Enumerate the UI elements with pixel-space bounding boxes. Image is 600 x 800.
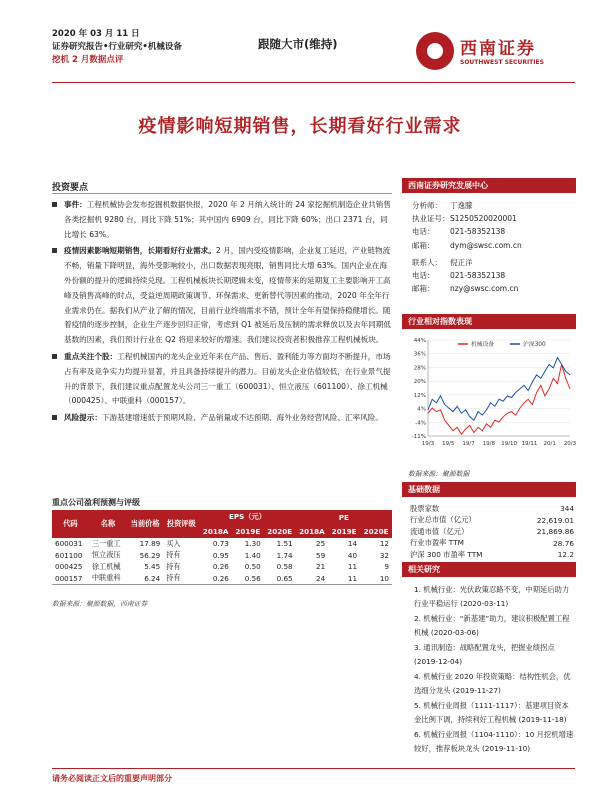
logo-text-en: SOUTHWEST SECURITIES <box>460 59 544 66</box>
related-link[interactable]: 6. 机械行业周报（1104-1110）：10 月挖机增速较好，推荐板块龙头 (2019-11-10) <box>414 730 574 753</box>
rating-label: 跟随大市(维持) <box>258 37 338 51</box>
year-header: 2018A <box>296 524 329 538</box>
legend-label: 沪深300 <box>523 342 546 348</box>
cell-value: 21 <box>316 562 326 572</box>
cell-rating: 持有 <box>166 550 181 560</box>
cell-rating: 持有 <box>163 573 199 585</box>
bullet-text: 2 月，国内受疫情影响，企业复工延迟，产业链物流不畅，销量下降明显，海外受影响较小，出口数据表现亮眼，销售同比大增 63%。国内企业在海外份额的提升的逻辑持续兑现。工程机械板块长期逻辑未变，疫情带来的延期复工主要影响开工高峰及销售高峰的时点，受益逆周期政策调节、环保需求、更新替代等因素的推动，2020 年全年行业需求仍在。据我们从产业了解的情况，目前行业终端需求不错，预计全年有望保持稳健增长。随着疫情的逐步控制，企业生产逐步回归正常，考虑到 Q1 被延后及压制的需求释放以及去年同期低基数的因素，我们预计行业在 Q2 将迎来较好的增速。我们建议投资者积极推荐工程机械板块。 <box>64 246 391 345</box>
summary-divider <box>52 193 392 194</box>
relative-index-chart <box>402 332 576 460</box>
cell-code: 000425 <box>55 562 83 572</box>
info-label: 邮箱： <box>412 284 435 294</box>
info-value: 021-58352138 <box>450 271 506 281</box>
related-heading: 相关研究 <box>402 562 576 577</box>
basic-value: 344 <box>560 504 574 514</box>
basic-label: 流通市值（亿元） <box>410 526 469 536</box>
y-tick-label: -11% <box>411 434 426 440</box>
report-date: 2020 年 03 月 11 日 <box>52 29 140 39</box>
contact-line <box>412 269 576 282</box>
cell-value: 0.58 <box>276 562 293 572</box>
research-center-box <box>402 178 576 295</box>
basic-value: 28.76 <box>553 538 574 548</box>
x-tick-label: 19/5 <box>442 441 455 447</box>
y-tick-label: 28% <box>413 365 426 372</box>
table-row <box>410 526 574 538</box>
stock-table <box>52 510 392 585</box>
footer-disclaimer: 请务必阅读正文后的重要声明部分 <box>52 774 172 783</box>
cell-value: 0.56 <box>232 573 264 585</box>
analyst-info <box>402 199 576 295</box>
report-category: 证券研究报告•行业研究•机械设备 <box>52 42 182 52</box>
cell-value: 1.40 <box>244 550 261 560</box>
cell-value: 0.26 <box>212 562 229 572</box>
table-row <box>52 573 392 585</box>
analyst-line <box>412 239 576 252</box>
basic-label: 沪深 300 市盈率 TTM <box>410 549 483 559</box>
col-code: 代码 <box>52 510 89 538</box>
related-box <box>402 562 576 757</box>
basic-value: 21,869.86 <box>536 527 574 537</box>
bullet-label: 重点关注个股： <box>64 351 118 361</box>
cell-value: 32 <box>379 550 389 560</box>
x-tick-label: 19/7 <box>462 441 475 447</box>
info-label: 电话： <box>412 271 435 281</box>
stock-table-title: 重点公司盈利预测与评级 <box>52 498 140 507</box>
basic-label: 行业总市值（亿元） <box>410 515 476 525</box>
cell-name: 中联重科 <box>89 573 127 585</box>
basic-label: 股票家数 <box>410 503 440 513</box>
table-row <box>52 561 392 573</box>
analyst-line <box>412 199 576 212</box>
x-tick-label: 19/8 <box>482 441 496 447</box>
y-tick-label: 20% <box>413 379 426 386</box>
analyst-line <box>412 212 576 225</box>
cell-value: 40 <box>347 550 358 560</box>
year-header: 2019E <box>328 524 360 538</box>
x-tick-label: 19/10 <box>501 441 518 447</box>
cell-value: 9 <box>384 562 389 572</box>
cell-value: 11 <box>347 562 358 572</box>
y-tick-label: 12% <box>413 392 426 399</box>
cell-code: 601100 <box>55 550 83 560</box>
brand-logo <box>416 32 576 72</box>
cell-value: 1.74 <box>276 550 293 560</box>
cell-value: 14 <box>347 539 358 549</box>
summary-bullet <box>52 411 392 426</box>
header-divider <box>52 82 575 83</box>
cell-value: 0.26 <box>199 573 232 585</box>
year-header: 2020E <box>360 524 392 538</box>
x-tick-label: 19/11 <box>521 441 538 447</box>
cell-name: 恒立液压 <box>91 550 121 560</box>
header-left <box>52 28 182 67</box>
cell-value: 1.51 <box>276 539 293 549</box>
cell-rating: 买入 <box>166 538 181 548</box>
cell-value: 0.73 <box>212 539 229 549</box>
bullet-label: 疫情因素影响短期销售，长期看好行业需求。 <box>64 246 216 256</box>
summary-bullet <box>52 350 392 409</box>
related-link[interactable]: 5. 机械行业周报（1111-1117）：基建项目资本金比例下调，持续利好工程机械 (2019-11-18) <box>414 701 569 724</box>
logo-text-cn: 西南证券 <box>460 39 536 59</box>
table-source: 数据来源：聚源数据，西南证券 <box>52 600 148 608</box>
basic-value: 22,619.01 <box>536 515 574 525</box>
related-link[interactable]: 2. 机械行业：“新基建”助力，建议积极配置工程机械 (2020-03-06) <box>414 614 570 637</box>
contact-line <box>412 256 576 269</box>
info-value[interactable]: nzy@swsc.com.cn <box>450 284 519 294</box>
x-tick-label: 19/3 <box>421 441 435 447</box>
col-eps: EPS（元） <box>199 510 295 524</box>
x-tick-label: 20/1 <box>543 441 556 447</box>
related-link[interactable]: 1. 机械行业：光伏政策忍路不变，中期延后助力行业平稳运行 (2020-03-11) <box>414 585 570 608</box>
basic-data-box <box>402 482 576 561</box>
summary-body <box>52 198 392 428</box>
cell-code: 000157 <box>52 573 89 585</box>
info-value: S1250520020001 <box>450 214 517 224</box>
cell-value: 59 <box>316 550 326 560</box>
cell-value: 24 <box>296 573 329 585</box>
cell-value: 0.95 <box>212 550 229 560</box>
legend-label: 机械设备 <box>471 342 495 348</box>
contact-line <box>412 282 576 295</box>
cell-value: 11 <box>328 573 360 585</box>
y-tick-label: 4% <box>417 406 426 413</box>
table-row <box>410 503 574 515</box>
year-header: 2018A <box>199 524 232 538</box>
cell-value: 25 <box>316 539 326 549</box>
table-row <box>410 549 574 561</box>
report-title: 疫情影响短期销售，长期看好行业需求 <box>138 116 462 137</box>
cell-name: 三一重工 <box>91 538 121 548</box>
cell-value: 0.50 <box>244 562 261 572</box>
year-header: 2019E <box>232 524 264 538</box>
y-tick-label: 44% <box>413 338 426 344</box>
related-link[interactable]: 4. 机械行业 2020 年投资策略：结构性机会，优选细分龙头 (2019-11-27) <box>414 672 571 695</box>
chart-section <box>402 314 576 329</box>
bullet-text: 下游基建增速低于预期风险、产品销量或不达预期、海外业务经营风险、汇率风险。 <box>101 413 383 423</box>
cell-price: 5.45 <box>144 562 161 572</box>
info-label: 联系人： <box>412 257 442 267</box>
cell-value: 1.30 <box>244 539 261 549</box>
info-label: 邮箱： <box>412 240 435 250</box>
cell-value: 10 <box>360 573 392 585</box>
summary-heading: 投资要点 <box>52 183 89 193</box>
table-row <box>52 538 392 550</box>
info-label: 执业证号： <box>412 214 450 224</box>
cell-price: 56.29 <box>139 550 161 560</box>
bullet-label: 事件： <box>64 200 87 209</box>
footer-divider <box>52 768 575 769</box>
logo-icon <box>416 32 454 70</box>
table-header-row <box>52 510 392 524</box>
research-center-heading: 西南证券研究发展中心 <box>402 178 576 193</box>
cell-rating: 持有 <box>166 561 181 571</box>
basic-value: 12.2 <box>557 550 574 560</box>
cell-code: 600031 <box>55 539 83 549</box>
cell-price: 17.89 <box>139 539 161 549</box>
summary-bullet <box>52 244 392 348</box>
cell-price: 6.24 <box>127 573 163 585</box>
summary-bullet <box>52 198 392 242</box>
chart-heading: 行业相对指数表现 <box>402 314 576 329</box>
col-pe: PE <box>296 510 392 524</box>
table-row <box>410 538 574 550</box>
cell-name: 徐工机械 <box>91 561 121 571</box>
cell-value: 12 <box>379 539 389 549</box>
year-header: 2020E <box>264 524 296 538</box>
table-row <box>52 550 392 562</box>
x-tick-label: 20/3 <box>563 441 576 447</box>
y-tick-label: -4% <box>415 420 426 427</box>
y-tick-label: 36% <box>413 351 426 358</box>
col-price: 当前价格 <box>127 510 163 538</box>
bullet-text: 工程机械国内的龙头企业近年来在产品、售后、盈利能力等方面均不断提升，市场占有率及竞争实力均提升显著，并且具备持续提升的潜力。目前龙头企业估值较低，在行业景气提升的背景下，我们建议重点配置龙头公司三一重工（600031）、恒立液压（601100）、徐工机械（000425）、中联重科（000157）。 <box>64 351 391 406</box>
info-label: 电话： <box>412 227 435 237</box>
cell-value: 0.65 <box>264 573 296 585</box>
info-value: 021-58352138 <box>450 227 506 237</box>
analyst-line <box>412 225 576 238</box>
info-value: 倪正洋 <box>450 257 473 267</box>
basic-data-heading: 基础数据 <box>402 482 576 497</box>
info-value: 丁逸朦 <box>450 201 473 210</box>
info-label: 分析师： <box>412 201 442 210</box>
report-subtitle: 挖机 2 月数据点评 <box>52 55 124 65</box>
bullet-text: 工程机械协会发布挖掘机数据快报，2020 年 2 月纳入统计的 24 家挖掘机制造企业共销售各类挖掘机 9280 台，同比下降 51%；其中国内 6909 台，同比下降 60%；出口 2371 台，同比增长 63%。 <box>64 200 391 239</box>
basic-data-table <box>410 503 574 561</box>
table-row <box>410 515 574 527</box>
col-name: 名称 <box>89 510 127 538</box>
related-link[interactable]: 3. 通讯制造：战略配置龙头，把握业绩拐点 (2019-12-04) <box>414 643 555 666</box>
bullet-label: 风险提示： <box>64 413 102 423</box>
info-value[interactable]: dym@swsc.com.cn <box>450 240 522 250</box>
col-rating: 投资评级 <box>163 510 199 538</box>
chart-source: 数据来源：聚源数据 <box>408 470 470 478</box>
related-list <box>402 583 576 755</box>
basic-label: 行业市盈率 TTM <box>410 538 464 548</box>
